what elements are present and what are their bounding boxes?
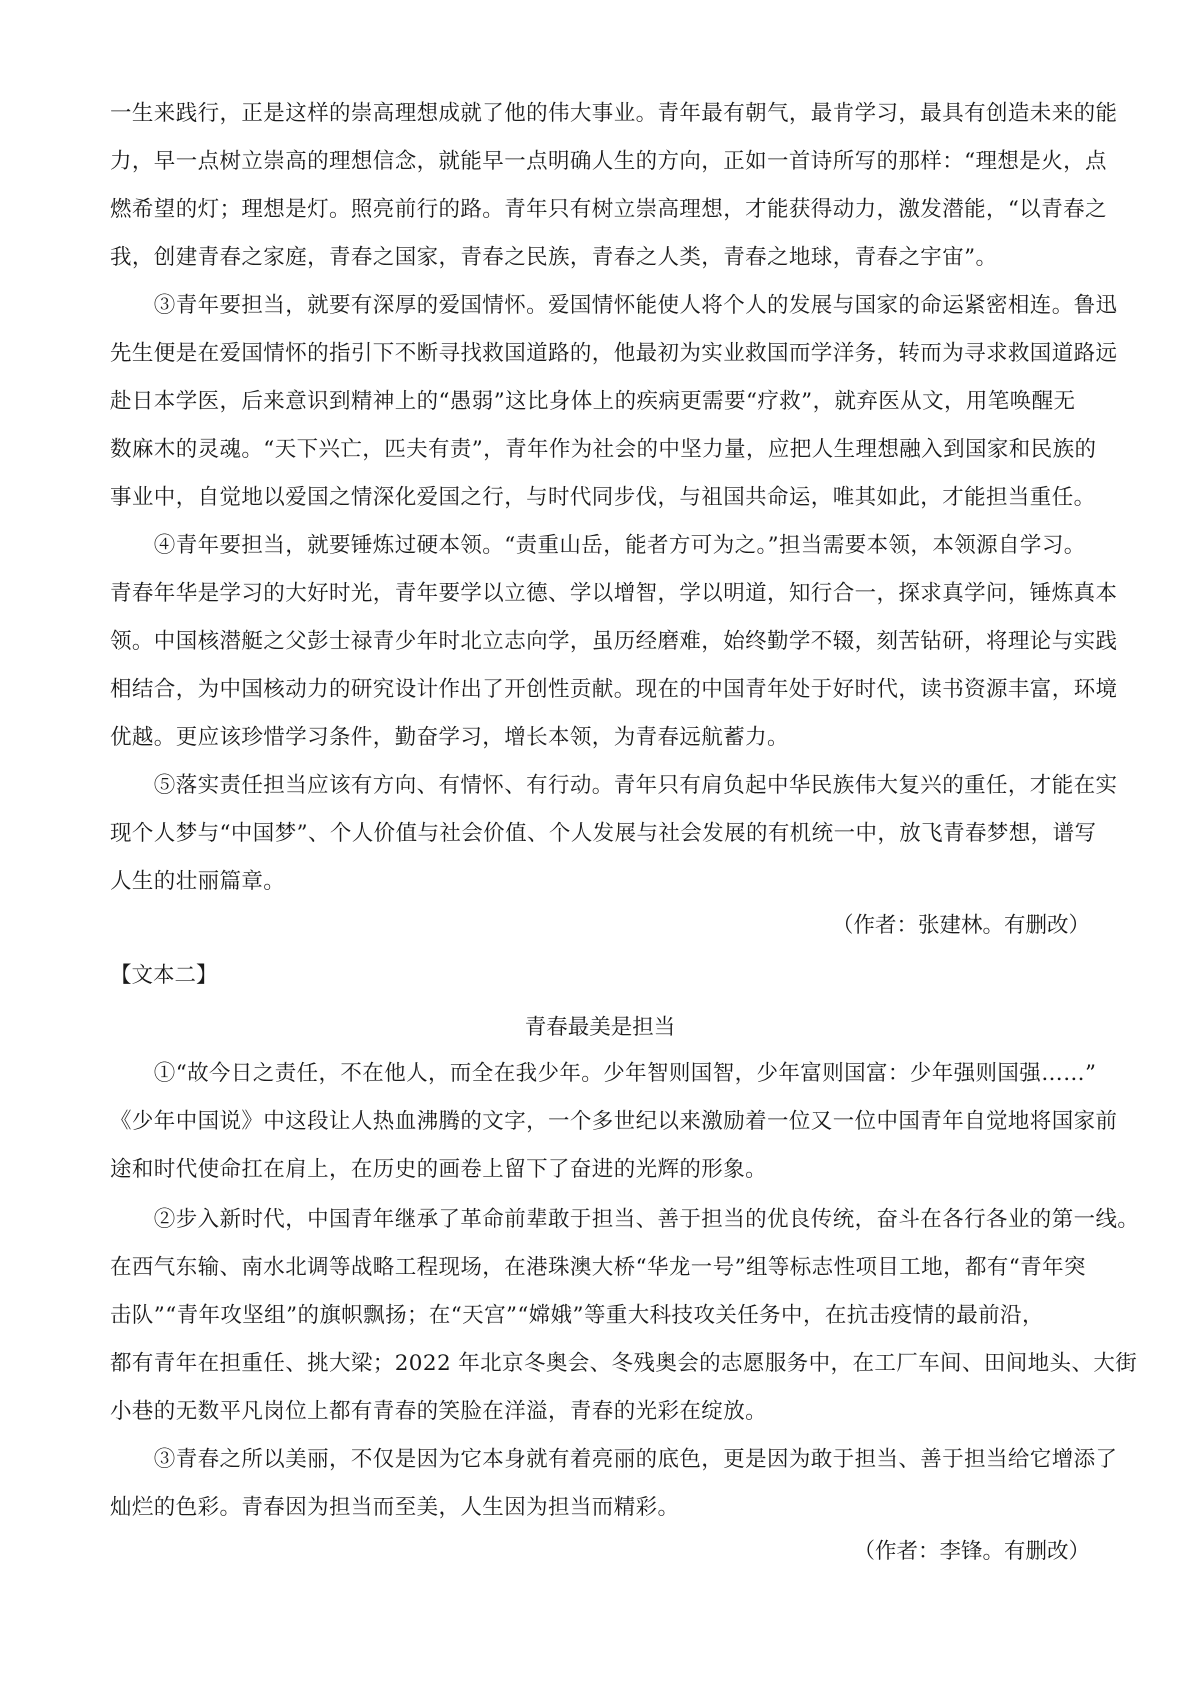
section-label: 【文本二】	[110, 963, 218, 988]
text-line: ①“故今日之责任，不在他人，而全在我少年。少年智则国智，少年富则国富：少年强则国强……”	[110, 1061, 1097, 1086]
text-line: 领。中国核潜艇之父彭士禄青少年时北立志向学，虽历经磨难，始终勤学不辍，刻苦钻研，将理论与实践	[110, 629, 1118, 654]
text2-author: （作者：李锋。有删改）	[853, 1539, 1090, 1564]
text-line: 在西气东输、南水北调等战略工程现场，在港珠澳大桥“华龙一号”组等标志性项目工地，都有“青年突	[110, 1255, 1086, 1280]
text2-paragraph-2	[110, 1196, 1140, 1436]
text-line: 现个人梦与“中国梦”、个人价值与社会价值、个人发展与社会发展的有机统一中，放飞青春梦想，谱写	[110, 821, 1097, 846]
text-line: 优越。更应该珍惜学习条件，勤奋学习，增长本领，为青春远航蓄力。	[110, 725, 789, 750]
text1-paragraph-4	[110, 522, 1118, 762]
text-line: 一生来践行，正是这样的崇高理想成就了他的伟大事业。青年最有朝气，最肯学习，最具有创造未来的能	[110, 101, 1118, 126]
text1-paragraph-3	[110, 282, 1118, 522]
text-line: 人生的壮丽篇章。	[110, 869, 286, 894]
text-line: ⑤落实责任担当应该有方向、有情怀、有行动。青年只有肩负起中华民族伟大复兴的重任，才能在实	[110, 773, 1118, 798]
text-line: 青春年华是学习的大好时光，青年要学以立德、学以增智，学以明道，知行合一，探求真学问，锤炼真本	[110, 581, 1118, 606]
text2-paragraph-3	[110, 1436, 1118, 1532]
text-line: ③青春之所以美丽，不仅是因为它本身就有着亮丽的底色，更是因为敢于担当、善于担当给它增添了	[110, 1447, 1118, 1472]
text-line: ④青年要担当，就要锤炼过硬本领。“责重山岳，能者方可为之。”担当需要本领，本领源自学习。	[110, 533, 1086, 558]
article-title: 青春最美是担当	[524, 1015, 676, 1040]
text-line: 途和时代使命扛在肩上，在历史的画卷上留下了奋进的光辉的形象。	[110, 1157, 768, 1182]
text-line: 相结合，为中国核动力的研究设计作出了开创性贡献。现在的中国青年处于好时代，读书资源丰富，环境	[110, 677, 1118, 702]
text-line: 小巷的无数平凡岗位上都有青春的笑脸在洋溢，青春的光彩在绽放。	[110, 1399, 768, 1424]
text-line: ②步入新时代，中国青年继承了革命前辈敢于担当、善于担当的优良传统，奋斗在各行各业的第一线。	[110, 1207, 1140, 1232]
text-line: 力，早一点树立崇高的理想信念，就能早一点明确人生的方向，正如一首诗所写的那样：“理想是火，点	[110, 149, 1107, 174]
text-line: 数麻木的灵魂。“天下兴亡，匹夫有责”，青年作为社会的中坚力量，应把人生理想融入到国家和民族的	[110, 437, 1097, 462]
text-line: 事业中，自觉地以爱国之情深化爱国之行，与时代同步伐，与祖国共命运，唯其如此，才能担当重任。	[110, 485, 1096, 510]
text-line: 《少年中国说》中这段让人热血沸腾的文字，一个多世纪以来激励着一位又一位中国青年自觉地将国家前	[110, 1109, 1118, 1134]
text-line: 先生便是在爱国情怀的指引下不断寻找救国道路的，他最初为实业救国而学洋务，转而为寻求救国道路远	[110, 341, 1118, 366]
text1-paragraph-continued	[110, 90, 1118, 282]
text-line: ③青年要担当，就要有深厚的爱国情怀。爱国情怀能使人将个人的发展与国家的命运紧密相连。鲁迅	[110, 293, 1118, 318]
text1-author: （作者：张建林。有删改）	[831, 913, 1090, 938]
text-line: 都有青年在担重任、挑大梁；2022 年北京冬奥会、冬残奥会的志愿服务中，在工厂车间、田间地头、大街	[110, 1351, 1138, 1376]
text-line: 赴日本学医，后来意识到精神上的“愚弱”这比身体上的疾病更需要“疗救”，就弃医从文，用笔唤醒无	[110, 389, 1076, 414]
text-line: 燃希望的灯；理想是灯。照亮前行的路。青年只有树立崇高理想，才能获得动力，激发潜能，“以青春之	[110, 197, 1107, 222]
text-line: 击队”“青年攻坚组”的旗帜飘扬；在“天宫”“嫦娥”等重大科技攻关任务中，在抗击疫情的最前沿，	[110, 1303, 1044, 1328]
text1-paragraph-5	[110, 762, 1118, 906]
text-line: 灿烂的色彩。青春因为担当而至美，人生因为担当而精彩。	[110, 1495, 680, 1520]
text-line: 我，创建青春之家庭，青春之国家，青春之民族，青春之人类，青春之地球，青春之宇宙”。	[110, 245, 998, 270]
text2-paragraph-1	[110, 1050, 1118, 1194]
